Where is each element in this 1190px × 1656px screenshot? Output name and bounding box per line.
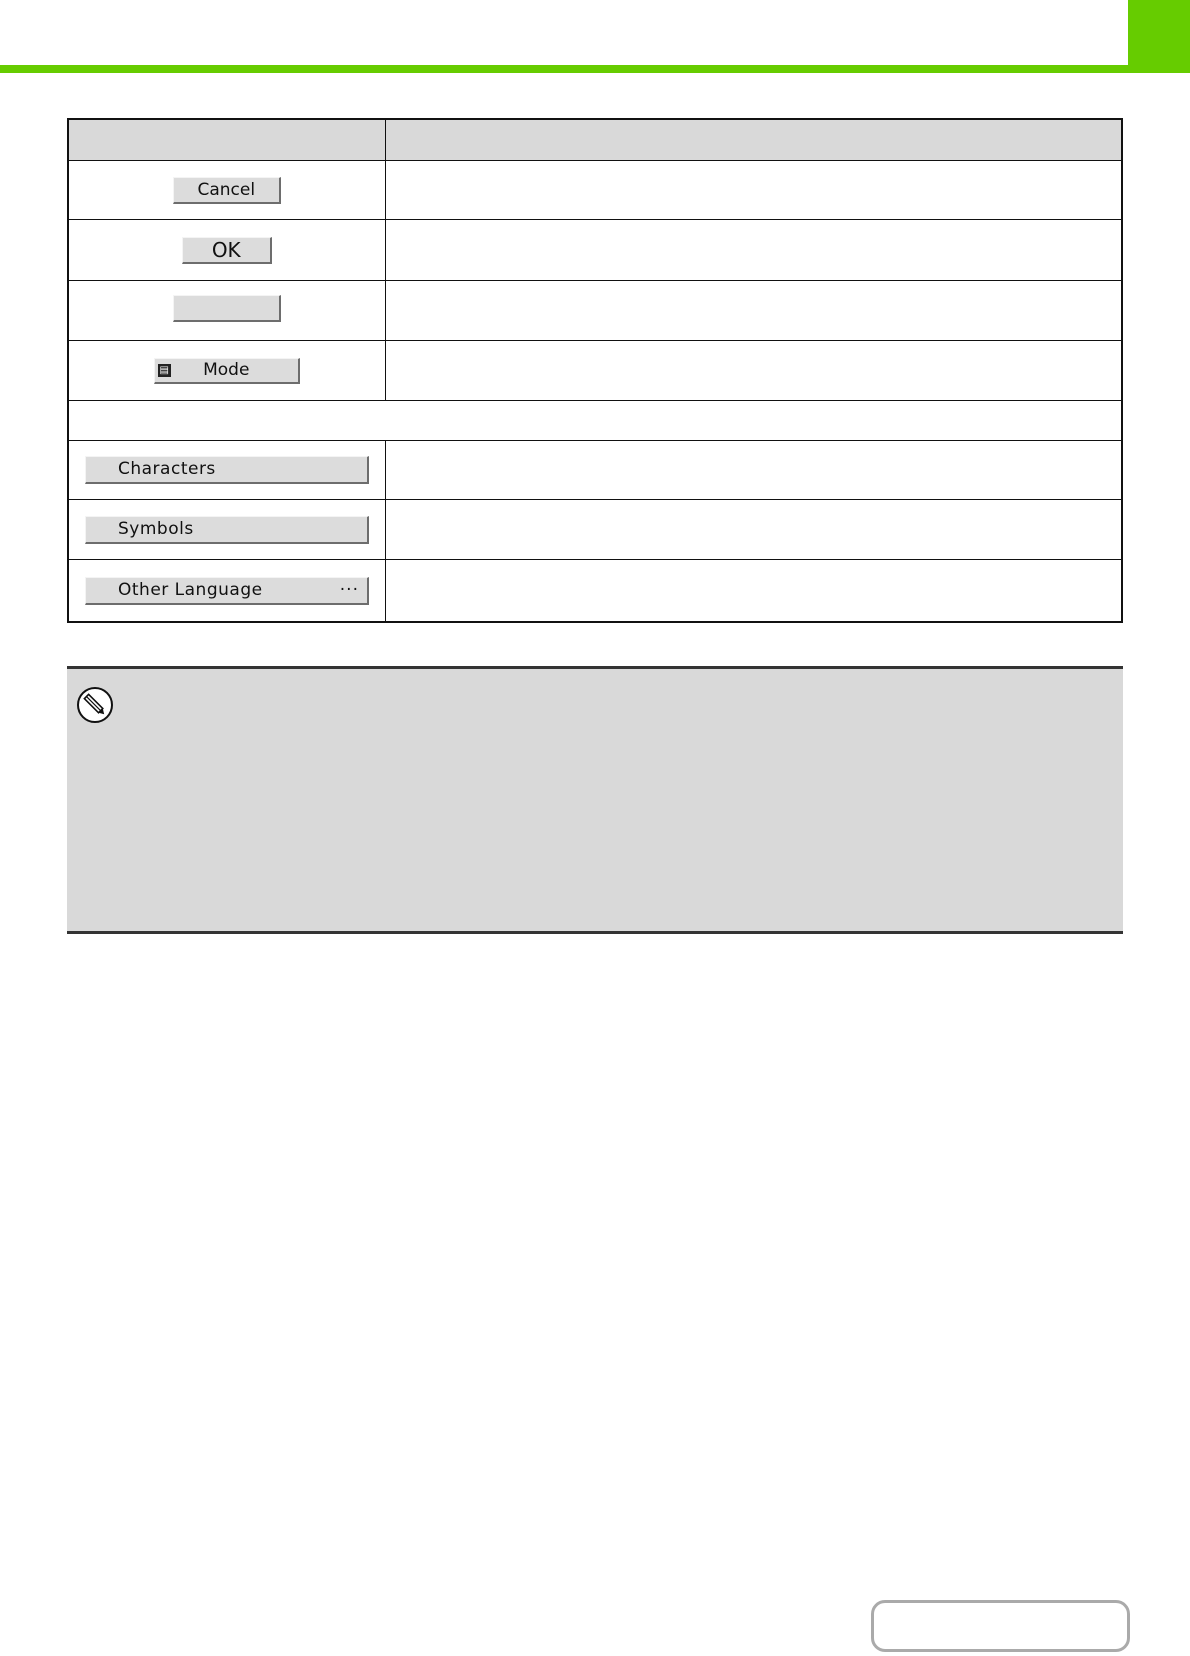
- table-row: [68, 281, 1122, 341]
- table-row: [68, 441, 1122, 500]
- description-cell: [385, 560, 1122, 623]
- header-accent-tab: [1128, 0, 1190, 73]
- description-cell: [385, 441, 1122, 500]
- page-nav-button[interactable]: [871, 1600, 1130, 1652]
- cancel-key[interactable]: Cancel: [173, 177, 281, 204]
- key-cell: [68, 341, 385, 401]
- description-cell: [385, 281, 1122, 341]
- mode-switch-icon: ▤: [159, 364, 169, 376]
- description-cell: [385, 341, 1122, 401]
- table-row: [68, 220, 1122, 281]
- ok-key[interactable]: OK: [182, 237, 272, 264]
- description-cell: [385, 220, 1122, 281]
- key-cell: [68, 441, 385, 500]
- characters-key[interactable]: Characters: [85, 456, 369, 484]
- other-language-label: Other Language: [118, 579, 263, 600]
- note-box: [67, 666, 1123, 934]
- pencil-note-icon: [76, 686, 114, 724]
- mode-key[interactable]: [154, 358, 300, 384]
- table-row: [68, 161, 1122, 220]
- symbols-key[interactable]: Symbols: [85, 516, 369, 544]
- section-cell: [68, 401, 1122, 441]
- other-language-key[interactable]: [85, 577, 369, 605]
- description-cell: [385, 500, 1122, 560]
- blank-key[interactable]: [173, 295, 281, 322]
- table-row: [68, 341, 1122, 401]
- key-cell: [68, 161, 385, 220]
- section-row: [68, 401, 1122, 441]
- table-header-description: [385, 119, 1122, 161]
- table-header-key: [68, 119, 385, 161]
- header-accent-line: [0, 65, 1190, 73]
- key-cell: [68, 560, 385, 623]
- more-dots-icon: ···: [339, 579, 359, 600]
- mode-key-label: Mode: [203, 359, 250, 380]
- key-cell: [68, 220, 385, 281]
- description-cell: [385, 161, 1122, 220]
- table-header-row: [68, 119, 1122, 161]
- key-reference-table: [67, 118, 1123, 623]
- key-cell: [68, 500, 385, 560]
- table-row: [68, 560, 1122, 623]
- key-cell: [68, 281, 385, 341]
- table-row: [68, 500, 1122, 560]
